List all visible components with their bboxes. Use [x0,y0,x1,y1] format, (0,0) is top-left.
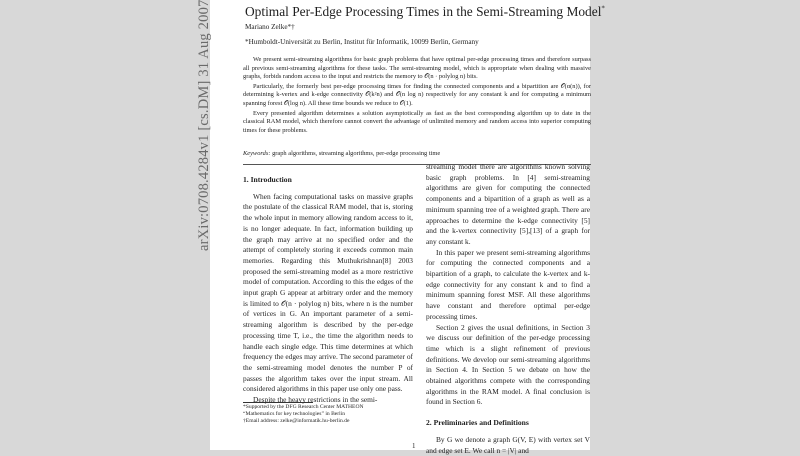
keywords-label: Keywords: [243,150,271,157]
keywords [243,150,591,157]
footnote-line: †Email address: zelke@informatik.hu-berlin.de [243,418,350,425]
page-number: 1 [412,442,416,450]
footnote-divider [243,402,313,403]
arxiv-identifier: arXiv:0708.4284v1 [cs.DM] 31 Aug 2007 [196,0,212,252]
abstract [243,56,591,136]
footnotes [243,404,415,426]
paper-title [245,4,605,20]
author: Mariano Zelke*† [245,23,295,31]
left-column [243,175,413,406]
body-paragraph: In this paper we present semi-streaming algorithms for computing the connected components and a bipartition of a graph, to calculate the k-vertex and k-edge connectivity for any constant k and to find a minimum spanning forest MSF. All these algorithms have constant and therefore optimal per-edge processing times. [426,247,590,321]
keywords-text: graph algorithms, streaming algorithms, per-edge processing time [272,150,441,157]
section-heading-introduction: 1. Introduction [243,175,292,184]
body-paragraph: Despite the heavy restrictions in the semi- [253,395,378,405]
footnote-line: *Supported by the DFG Research Center MATHEON [243,404,364,410]
title-footnote-mark: * [601,4,605,13]
footnote-line: “Mathematics for key technologies” in Berlin [243,411,346,418]
section-heading-preliminaries: 2. Preliminaries and Definitions [426,418,529,428]
right-column [426,162,590,456]
abstract-paragraph: Every presented algorithm determines a solution asymptotically as fast as the best corresponding algorithm up to date in the classical RAM model, which therefore cannot convert the advantage of unlimited memory and random access into superior computing times for these problems. [243,109,591,134]
abstract-paragraph: We present semi-streaming algorithms for basic graph problems that have optimal per-edge processing times and therefore surpass all previous semi-streaming algorithms for these tasks. The semi-streaming model, which is appropriate when dealing with massive graphs, forbids random access to the input and restricts the memory to 𝒪(n · polylog n) bits. [243,56,591,81]
body-paragraph: By G we denote a graph G(V, E) with vertex set V and edge set E. We call n = |V| and [426,434,590,455]
affiliation: *Humboldt-Universität zu Berlin, Institut für Informatik, 10099 Berlin, Germany [245,38,479,46]
abstract-paragraph: Particularly, the formerly best per-edge processing times for finding the connected components and a bipartition are 𝒪(α(n)), for determining k-vertex and k-edge connectivity 𝒪(k²n) and 𝒪(n log n) respectively for any constant k and for computing a minimum spanning forest 𝒪(log n). All these time bounds we reduce to 𝒪(1). [243,82,591,107]
body-paragraph: streaming model there are algorithms known solving basic graph problems. In [4] semi-streaming algorithms are given for computing the connected components and a bipartition of a graph as well as a minimum spanning tree of a weighted graph. There are approaches to determine the k-edge connectivity [5] and the k-vertex connectivity [5],[13] of a graph for any constant k. [426,162,590,246]
title-text: Optimal Per-Edge Processing Times in the Semi-Streaming Model [245,4,602,19]
arxiv-stamp [196,0,212,450]
body-paragraph: Section 2 gives the usual definitions, in Section 3 we discuss our definition of the per-edge processing time which is a slight refinement of previous definitions. We develop our semi-streaming algorithms in Section 4. In Section 5 we debate on how the obtained algorithms compete with the corresponding algorithms in the RAM model. A final conclusion is found in Section 6. [426,322,590,407]
body-paragraph: When facing computational tasks on massive graphs the postulate of the classical RAM model, that is, storing the whole input in memory allowing random access to it, is no longer adequate. In fact, information building up the graph may arrive at no specified order and the attempt of completely storing it exceeds common main memories. Regarding this Muthukrishnan[8] 2003 proposed the semi-streaming model as a more restrictive model of computation. According to this the edges of the input graph G appear at arbitrary order and the memory is limited to 𝒪(n · polylog n) bits, where n is the number of vertices in G. An important parameter of a semi-streaming algorithm is described by the per-edge processing time T, i.e., the time the algorithm needs to handle each single edge. This time determines at which frequency the edges may arrive. The second parameter of the semi-streaming model denotes the number P of passes the algorithm takes over the input stream. All considered algorithms in this paper use only one pass. [243,191,413,394]
